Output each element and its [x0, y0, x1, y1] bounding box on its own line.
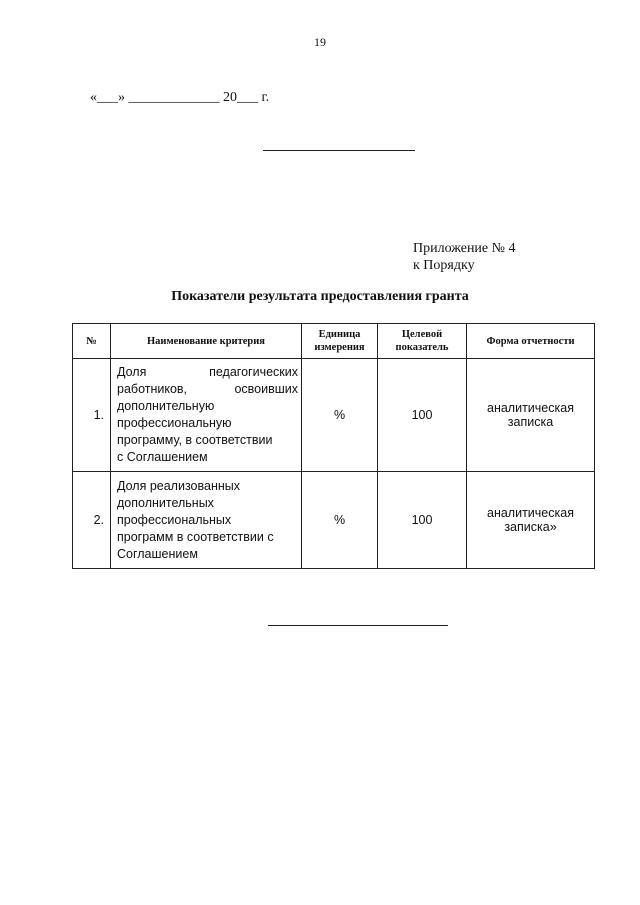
page-number: 19 — [314, 35, 326, 49]
criterion-name — [111, 472, 302, 569]
appendix-reference — [413, 240, 516, 274]
row-number: 2. — [73, 472, 111, 569]
header-target-value: Целевой показатель — [378, 324, 467, 359]
target-value: 100 — [378, 359, 467, 472]
criterion-name-line: профессиональную — [117, 416, 232, 430]
header-unit: Единица измерения — [302, 324, 378, 359]
separator-line-top — [263, 150, 415, 151]
table-row — [73, 472, 595, 569]
table-header-row — [73, 324, 595, 359]
criterion-name — [111, 359, 302, 472]
row-number: 1. — [73, 359, 111, 472]
criterion-name-line: работников, освоивших — [117, 382, 298, 396]
criterion-name-line: профессиональных — [117, 512, 232, 527]
report-form: аналитическая записка — [467, 359, 595, 472]
criterion-name-line: Соглашением — [117, 546, 198, 561]
unit-value: % — [302, 472, 378, 569]
criterion-name-line: программ в соответствии с — [117, 529, 274, 544]
table-row — [73, 359, 595, 472]
target-value: 100 — [378, 472, 467, 569]
criterion-name-line: Доля реализованных — [117, 478, 240, 493]
unit-value: % — [302, 359, 378, 472]
criterion-name-line: Доля педагогических — [117, 365, 298, 379]
table-title: Показатели результата предоставления гранта — [171, 289, 469, 304]
criterion-name-line: дополнительную — [117, 399, 215, 413]
date-line: «___» _____________ 20___ г. — [90, 90, 270, 105]
criterion-name-line: дополнительных — [117, 495, 214, 510]
separator-line-bottom — [268, 625, 448, 626]
appendix-line-1: Приложение № 4 — [413, 241, 516, 256]
report-form: аналитическая записка» — [467, 472, 595, 569]
header-report-form: Форма отчетности — [467, 324, 595, 359]
criterion-name-line: с Соглашением — [117, 450, 208, 464]
criterion-name-line: программу, в соответствии — [117, 433, 273, 447]
header-criterion-name: Наименование критерия — [111, 324, 302, 359]
header-number: № — [73, 324, 111, 359]
indicators-table — [72, 323, 595, 569]
appendix-line-2: к Порядку — [413, 258, 475, 273]
